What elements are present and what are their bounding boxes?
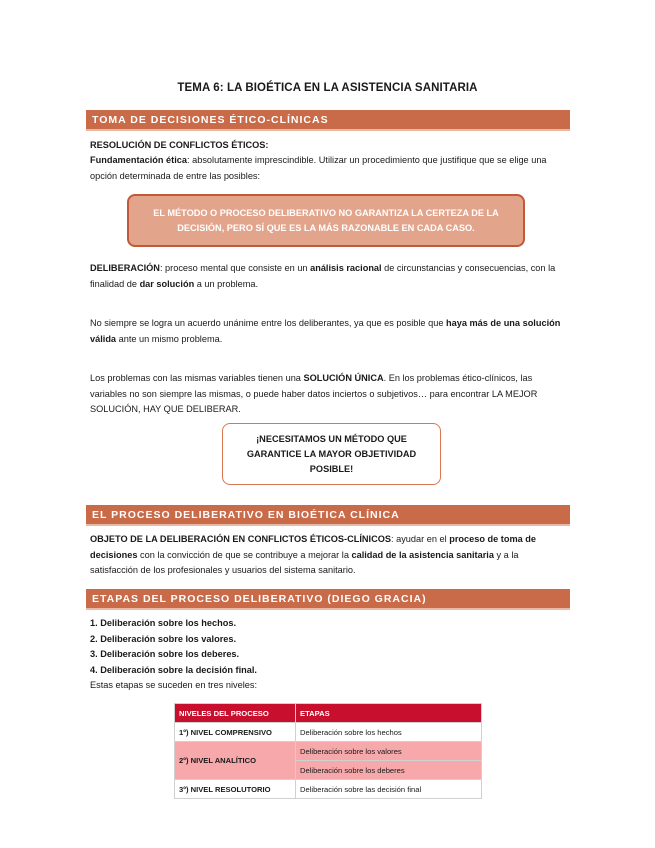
subheading-resolucion: RESOLUCIÓN DE CONFLICTOS ÉTICOS:: [90, 140, 269, 150]
callout-necesitamos-text: ¡NECESITAMOS UN MÉTODO QUE GARANTICE LA MAYOR OBJETIVIDAD POSIBLE!: [246, 433, 417, 474]
step-item-3: 3. Deliberación sobre los deberes.: [90, 649, 240, 659]
fundamentacion-label: Fundamentación ética: [90, 155, 187, 165]
level-cell: 3º) NIVEL RESOLUTORIO: [175, 780, 296, 799]
fundamentacion-text: : absolutamente imprescindible. Utilizar un procedimiento que justifique que se elige una opción determinada de entre las posibles:: [90, 155, 547, 181]
objeto-text-3: y a la satisfacción de los profesionales y usuarios del sistema sanitario.: [90, 549, 519, 575]
paragraph-problemas: [90, 371, 568, 418]
table-row: [175, 742, 482, 761]
level-cell: 1º) NIVEL COMPRENSIVO: [175, 723, 296, 742]
problemas-bold-1: SOLUCIÓN ÚNICA: [303, 373, 384, 383]
paragraph-objeto-deliberacion: [90, 532, 568, 579]
deliberacion-bold-2: dar solución: [139, 278, 195, 289]
callout-metodo-deliberativo: [127, 194, 525, 247]
section-heading-toma-decisiones: TOMA DE DECISIONES ÉTICO-CLÍNICAS: [86, 110, 570, 131]
header-etapas: ETAPAS: [296, 704, 482, 723]
levels-table: [174, 703, 482, 799]
acuerdo-bold-1: haya más de una solución válida: [90, 318, 561, 344]
deliberacion-text-2: de circunstancias y consecuencias, con la finalidad de: [90, 263, 556, 289]
step-item-1: 1. Deliberación sobre los hechos.: [90, 618, 237, 628]
problemas-text-1: Los problemas con las mismas variables tienen una: [90, 373, 304, 383]
level-cell: 2º) NIVEL ANALÍTICO: [175, 742, 296, 780]
section-heading-etapas: ETAPAS DEL PROCESO DELIBERATIVO (DIEGO GRACIA): [86, 589, 570, 610]
paragraph-deliberacion: [90, 261, 568, 292]
table-row: [175, 780, 482, 799]
objeto-bold-3: calidad de la asistencia sanitaria: [351, 549, 494, 560]
objeto-bold-1: OBJETO DE LA DELIBERACIÓN EN CONFLICTOS ÉTICOS-CLÍNICOS: [90, 534, 391, 544]
step-item-2: 2. Deliberación sobre los valores.: [90, 633, 237, 644]
stage-cell: Deliberación sobre los valores: [296, 742, 482, 761]
table-row: [175, 723, 482, 742]
stage-cell: Deliberación sobre los hechos: [296, 723, 482, 742]
deliberacion-text-1: : proceso mental que consiste en un: [159, 263, 311, 273]
deliberacion-text-3: a un problema.: [194, 278, 259, 289]
stage-cell: Deliberación sobre los deberes: [296, 761, 482, 780]
objeto-bold-2: proceso de toma de decisiones: [90, 534, 537, 560]
acuerdo-text-1: No siempre se logra un acuerdo unánime entre los deliberantes, ya que es posible que: [90, 318, 446, 328]
levels-table-header: [175, 704, 482, 723]
acuerdo-text-2: ante un mismo problema.: [116, 333, 223, 344]
header-niveles: NIVELES DEL PROCESO: [175, 704, 296, 723]
paragraph-acuerdo: [90, 316, 568, 347]
step-item-4: 4. Deliberación sobre la decisión final.: [90, 664, 257, 675]
deliberacion-bold-1: análisis racional: [310, 263, 382, 273]
objeto-text-2: con la convicción de que se contribuye a mejorar la: [137, 549, 352, 560]
callout-necesitamos-metodo: [222, 423, 441, 485]
deliberacion-label: DELIBERACIÓN: [90, 263, 160, 273]
problemas-text-2: . En los problemas ético-clínicos, las variables no son siempre las mismas, o puede haber datos inciertos o subjetivos… para encontrar LA MEJOR SOLUCIÓN, HAY QUE DELIBERAR.: [90, 373, 538, 414]
objeto-text-1: : ayudar en el: [391, 534, 450, 544]
page-title: TEMA 6: LA BIOÉTICA EN LA ASISTENCIA SANITARIA: [177, 82, 478, 94]
callout-metodo-text: EL MÉTODO O PROCESO DELIBERATIVO NO GARANTIZA LA CERTEZA DE LA DECISIÓN, PERO SÍ QUE ES LA MÁS RAZONABLE EN CADA CASO.: [153, 207, 499, 233]
paragraph-fundamentacion: [90, 153, 568, 184]
levels-intro: Estas etapas se suceden en tres niveles:: [90, 680, 258, 690]
section-heading-proceso-deliberativo: EL PROCESO DELIBERATIVO EN BIOÉTICA CLÍNICA: [86, 505, 570, 526]
stage-cell: Deliberación sobre las decisión final: [296, 780, 482, 799]
step-list: [90, 616, 568, 678]
